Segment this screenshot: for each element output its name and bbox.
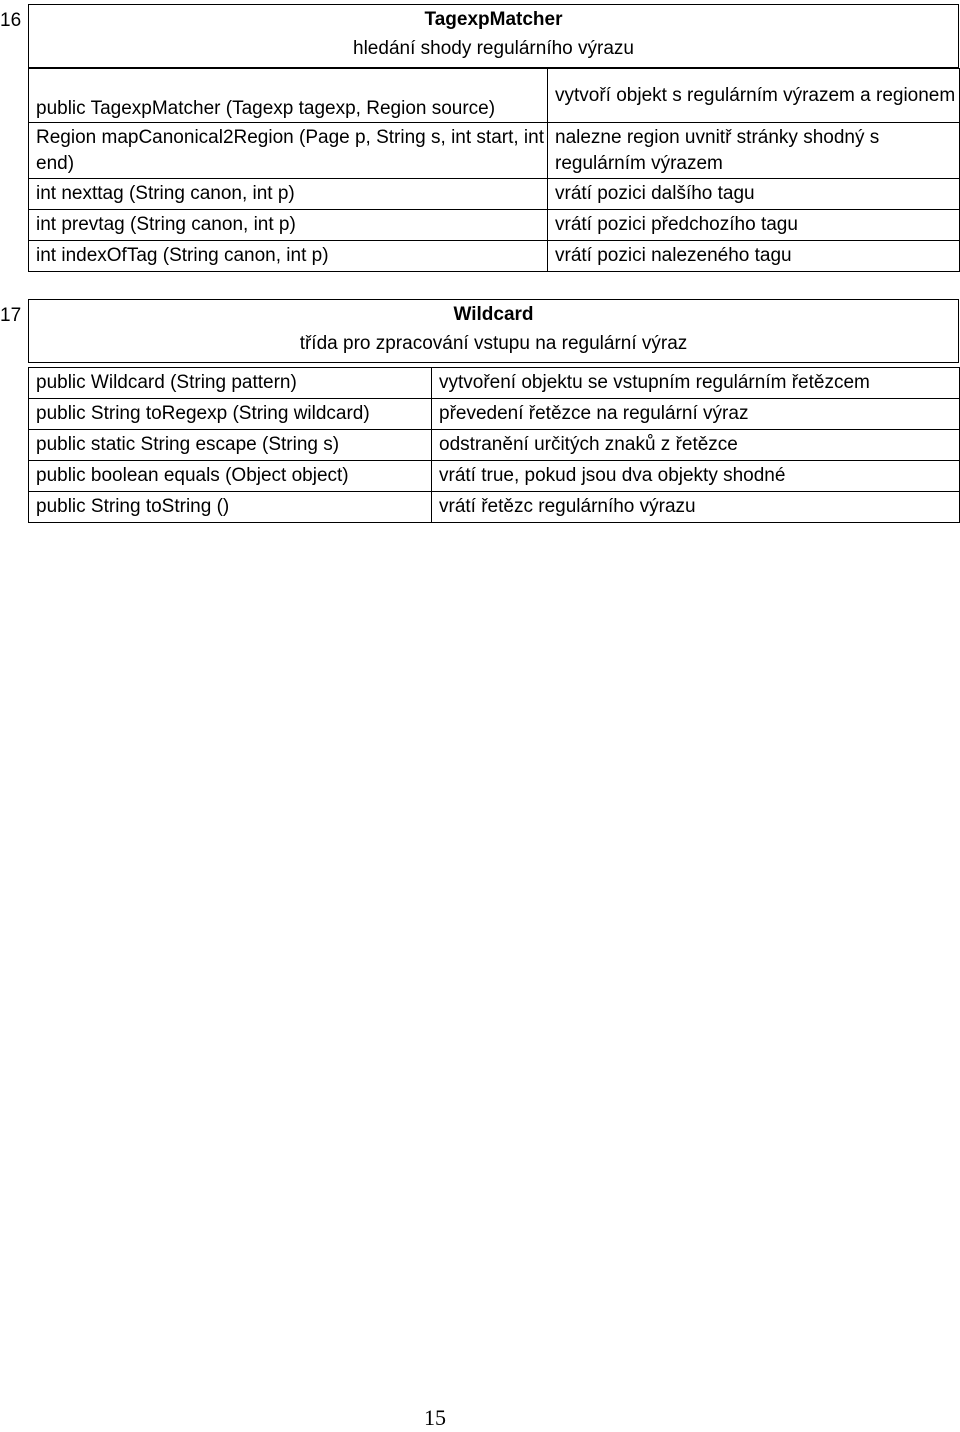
table-row <box>29 492 960 523</box>
method-description: převedení řetězce na regulární výraz <box>432 399 960 430</box>
class-header-box <box>28 4 959 68</box>
method-description: nalezne region uvnitř stránky shodný s regulárním výrazem <box>548 123 960 179</box>
method-signature: public static String escape (String s) <box>29 430 432 461</box>
class-description: hledání shody regulárního výrazu <box>353 38 634 59</box>
method-description: vrátí true, pokud jsou dva objekty shodné <box>432 461 960 492</box>
methods-table <box>28 68 960 272</box>
table-row <box>29 123 960 179</box>
method-signature: int prevtag (String canon, int p) <box>29 210 548 241</box>
method-description: vrátí pozici předchozího tagu <box>548 210 960 241</box>
method-signature: public String toString () <box>29 492 432 523</box>
table-row <box>29 179 960 210</box>
table-row <box>29 69 960 123</box>
method-description: vytvoření objektu se vstupním regulárním řetězcem <box>432 368 960 399</box>
table-row <box>29 399 960 430</box>
method-signature: public String toRegexp (String wildcard) <box>29 399 432 430</box>
class-name: Wildcard <box>453 304 534 325</box>
method-signature: Region mapCanonical2Region (Page p, String s, int start, int end) <box>29 123 548 179</box>
section-number: 17 <box>0 305 22 326</box>
method-signature: public Wildcard (String pattern) <box>29 368 432 399</box>
table-row <box>29 430 960 461</box>
table-row <box>29 241 960 272</box>
class-description: třída pro zpracování vstupu na regulární výraz <box>299 333 688 354</box>
class-name: TagexpMatcher <box>424 9 563 30</box>
method-description: vrátí pozici nalezeného tagu <box>548 241 960 272</box>
method-description: odstranění určitých znaků z řetězce <box>432 430 960 461</box>
method-signature: int indexOfTag (String canon, int p) <box>29 241 548 272</box>
method-description: vrátí pozici dalšího tagu <box>548 179 960 210</box>
table-row <box>29 461 960 492</box>
section-number: 16 <box>0 10 22 31</box>
class-header-box <box>28 299 959 363</box>
methods-table <box>28 367 960 523</box>
method-description: vytvoří objekt s regulárním výrazem a regionem <box>548 69 960 123</box>
table-row <box>29 210 960 241</box>
method-signature: public boolean equals (Object object) <box>29 461 432 492</box>
method-signature: public TagexpMatcher (Tagexp tagexp, Region source) <box>29 69 548 123</box>
table-row <box>29 368 960 399</box>
method-description: vrátí řetězc regulárního výrazu <box>432 492 960 523</box>
method-signature: int nexttag (String canon, int p) <box>29 179 548 210</box>
page-number: 15 <box>424 1405 446 1430</box>
